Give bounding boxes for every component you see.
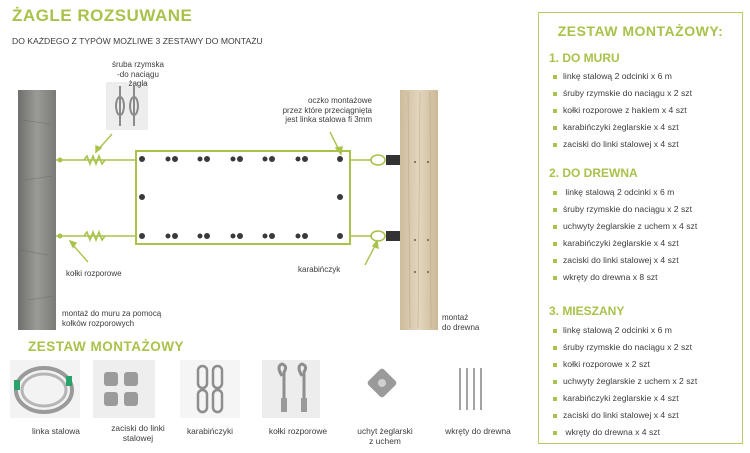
list-item-text: linkę stalową 2 odcinki x 6 m (563, 71, 672, 81)
wall-anchor-bottom (58, 234, 63, 239)
turnbuckle-label (108, 60, 168, 89)
turnbuckle-photo (106, 82, 148, 130)
kit-label-cable-line1: linka stalowa (32, 426, 80, 436)
kit-label-carabiners (170, 426, 250, 436)
list-item (553, 376, 697, 386)
wall-anchor-top (58, 158, 63, 163)
list-item (553, 221, 697, 231)
list-item (553, 71, 672, 81)
hooks-photo (262, 360, 320, 418)
wall-label (62, 309, 161, 328)
anchor-label: kołki rozporowe (66, 269, 122, 278)
kit-label-anchors-line1: kołki rozporowe (268, 426, 328, 436)
kit-label-anchors (258, 426, 338, 436)
eyelet-label-line3: jest linka stalowa fi 3mm (285, 115, 372, 124)
kit-label-cable (10, 426, 102, 436)
eyelet-label (282, 96, 372, 125)
wall-label-line1: montaż do muru za pomocą (62, 309, 162, 318)
kit-label-screws (430, 426, 526, 436)
list-item-text: uchwyty żeglarskie z uchem x 2 szt (563, 376, 698, 386)
wall-label-line2: kołków rozporowych (62, 318, 135, 328)
sail-outline (136, 151, 350, 244)
pad-eye-top (386, 155, 400, 165)
list-item-text: kołki rozporowe z hakiem x 4 szt (563, 105, 687, 115)
kit-label-pad-eye-line1: uchyt żeglarski (357, 426, 413, 436)
panel-title: ZESTAW MONTAŻOWY: (557, 23, 724, 39)
kit-label-clamps-line1: zaciski do linki (111, 423, 165, 433)
list-item-text: linkę stalową 2 odcinki x 6 m (563, 187, 675, 197)
list-item-text: wkręty do drewna x 4 szt (563, 427, 660, 437)
list-item (553, 342, 692, 352)
turnbuckle-label-line1: śruba rzymska (111, 60, 164, 69)
concrete-wall (18, 90, 56, 330)
carabiners-photo (180, 360, 240, 418)
list-item (553, 105, 687, 115)
kit-label-pad-eye-line2: z uchem (369, 436, 401, 446)
list-item-text: karabińczyki żeglarskie x 4 szt (563, 122, 679, 132)
sail-eyelets (139, 156, 343, 239)
list-item-text: uchwyty żeglarskie z uchem x 4 szt (563, 221, 698, 231)
list-item (553, 393, 679, 403)
cable-clamps-photo (93, 360, 155, 418)
list-item-text: linkę stalową 2 odcinki x 6 m (563, 325, 672, 335)
kit-label-carabiners-line1: karabińczyki (186, 426, 234, 436)
carabiner-bottom (371, 231, 385, 241)
list-item (553, 410, 679, 420)
wood-screws-photo (450, 360, 494, 418)
section-mixed-heading: 3. MIESZANY (549, 304, 625, 318)
kit-options-panel (538, 12, 743, 444)
carabiner-label: karabińczyk (298, 265, 341, 274)
list-item (553, 325, 672, 335)
list-item-text: śruby rzymskie do naciągu x 2 szt (563, 88, 692, 98)
anchor-leader (72, 244, 88, 262)
list-item (553, 88, 692, 98)
list-item-text: śruby rzymskie do naciągu x 2 szt (563, 342, 692, 352)
section-wood-heading: 2. DO DREWNA (549, 166, 638, 180)
list-item-text: zaciski do linki stalowej x 4 szt (563, 255, 679, 265)
list-item-text: kołki rozporowe x 2 szt (563, 359, 650, 369)
wood-label (442, 313, 479, 332)
kit-title: ZESTAW MONTAŻOWY (28, 339, 184, 354)
wood-label-line1: montaż (442, 313, 469, 322)
list-item-text: karabińczyki żeglarskie x 4 szt (563, 238, 679, 248)
section-wall-heading: 1. DO MURU (549, 51, 620, 65)
list-item (553, 187, 674, 197)
kit-label-screws-line1: wkręty do drewna (445, 426, 511, 436)
list-item (553, 238, 679, 248)
list-item (553, 255, 679, 265)
list-item (553, 204, 692, 214)
carabiner-top (371, 155, 385, 165)
list-item-text: wkręty do drewna x 8 szt (563, 272, 658, 282)
wood-label-line2: do drewna (442, 322, 480, 332)
list-item-text: zaciski do linki stalowej x 4 szt (563, 410, 679, 420)
page-subtitle: DO KAŻDEGO Z TYPÓW MOŻLIWE 3 ZESTAWY DO MONTAŻU (12, 36, 263, 46)
kit-label-clamps-line2: stalowej (122, 433, 154, 443)
kit-photos (0, 358, 535, 420)
list-item (553, 427, 660, 437)
list-item-text: zaciski do linki stalowej x 4 szt (563, 139, 679, 149)
eyelet-label-line1: oczko montażowe (307, 96, 372, 105)
list-item (553, 122, 679, 132)
list-item (553, 139, 679, 149)
page-title: ŻAGLE ROZSUWANE (12, 6, 193, 25)
turnbuckle-label-line2: -do naciągu żagla (117, 69, 159, 88)
pad-eye-bottom (386, 231, 400, 241)
eyelet-label-line2: przez które przeciągnięta (282, 105, 372, 115)
list-item-text: karabińczyki żeglarskie x 4 szt (563, 393, 679, 403)
list-item (553, 359, 650, 369)
kit-label-pad-eye (345, 426, 425, 446)
list-item-text: śruby rzymskie do naciągu x 2 szt (563, 204, 692, 214)
list-item (553, 272, 658, 282)
